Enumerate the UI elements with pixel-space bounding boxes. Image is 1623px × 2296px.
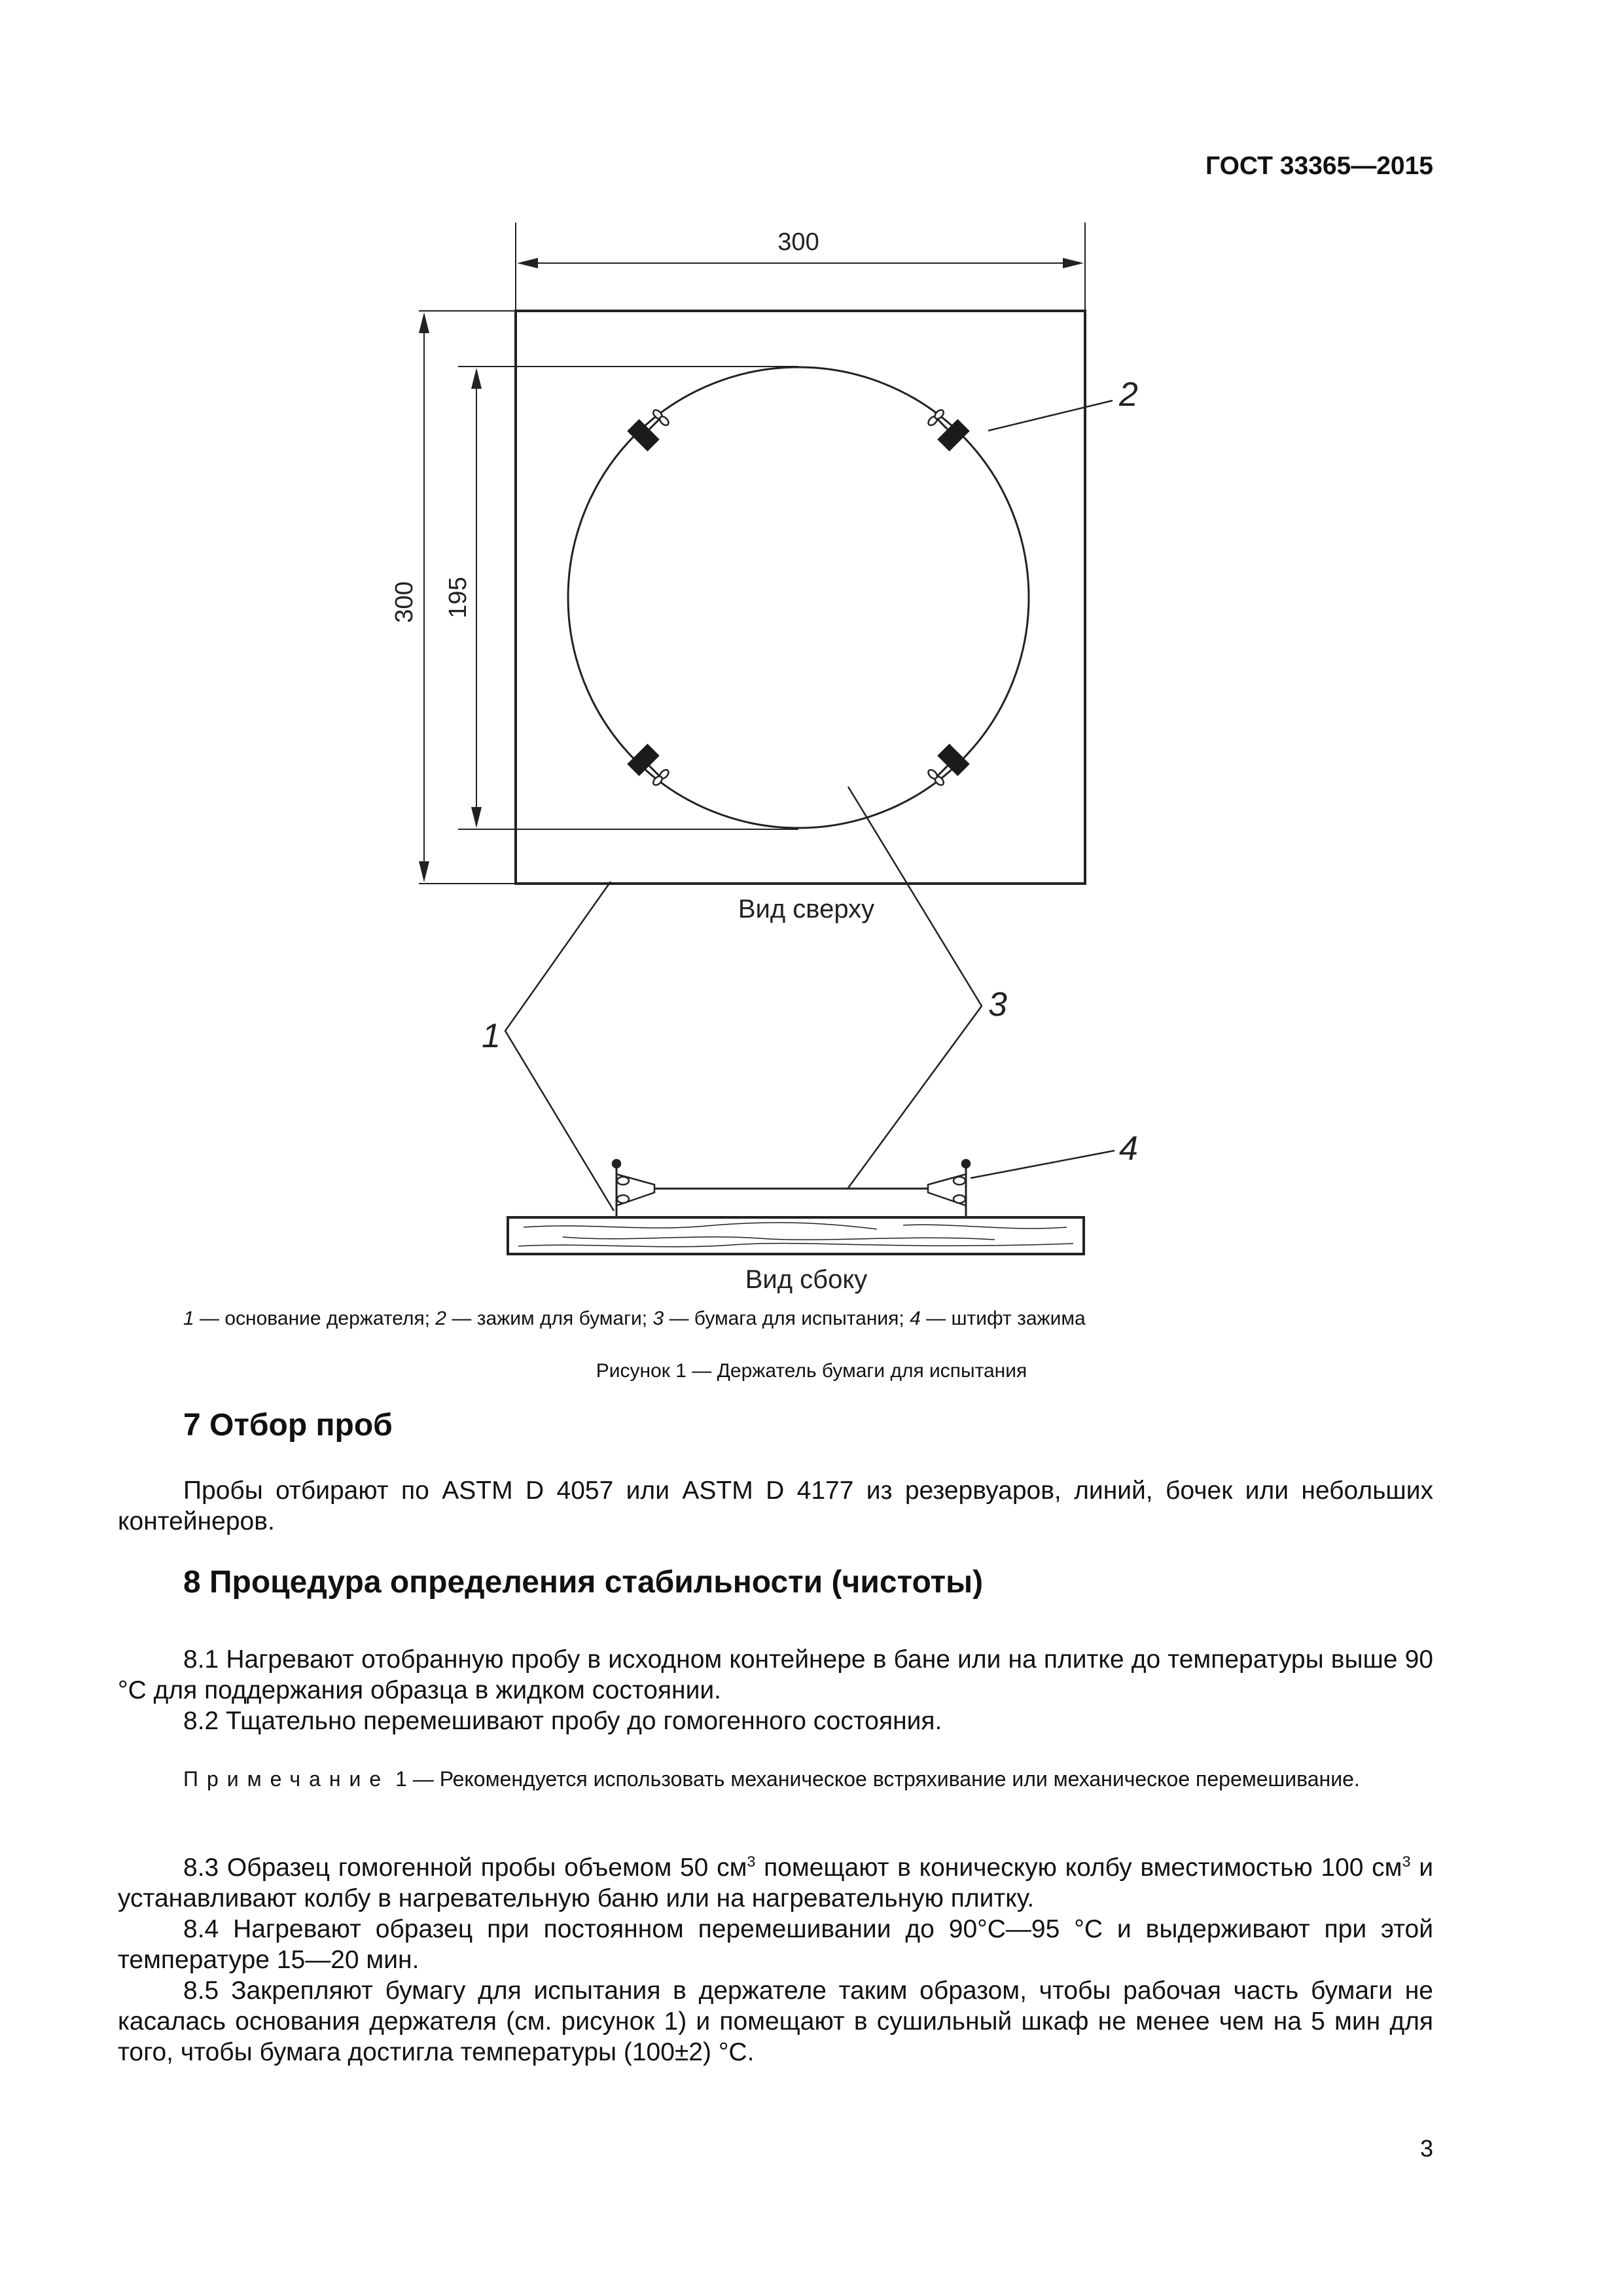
paragraph-8-4: 8.4 Нагревают образец при постоянном перемешивании до 90°С—95 °С и выдерживают при этой температуре 15—20 мин. (118, 1915, 1433, 1974)
paragraph-8-1: 8.1 Нагревают отобранную пробу в исходном контейнере в бане или на плитке до температуры выше 90 °С для поддержания образца в жидком состоянии. (118, 1645, 1433, 1704)
leader-3 (848, 787, 982, 1188)
paragraph-8-2: 8.2 Тщательно перемешивают пробу до гомогенного состояния. (183, 1707, 942, 1735)
figure-legend (183, 1308, 1086, 1330)
section-7-title: 7 Отбор проб (183, 1408, 393, 1443)
holder-base-top-view (516, 311, 1085, 884)
p8-3-superscript-1: 3 (747, 1853, 756, 1870)
page-number: 3 (1419, 2135, 1433, 2162)
leader-1 (505, 882, 614, 1211)
dim-circle-label: 195 (444, 577, 472, 619)
legend-num-4: 4 (910, 1308, 921, 1329)
pin-right (954, 1160, 970, 1203)
figure-paper-holder (366, 209, 1283, 1296)
note-text: 1 — Рекомендуется использовать механическое встряхивание или механическое перемешивание. (389, 1767, 1360, 1791)
legend-text-3: — бумага для испытания; (664, 1308, 910, 1329)
pin-left (613, 1160, 629, 1203)
callout-3: 3 (988, 986, 1007, 1024)
document-header: ГОСТ 33365—2015 (1205, 152, 1433, 180)
p8-3-part-c: и устанавливают колбу в нагревательную баню или на нагревательную плитку. (118, 1854, 1434, 1912)
p8-3-superscript-2: 3 (1402, 1853, 1411, 1870)
clamp-bottom-left (627, 744, 673, 790)
legend-num-2: 2 (435, 1308, 447, 1329)
legend-text-2: — зажим для бумаги; (446, 1308, 653, 1329)
callout-4: 4 (1119, 1130, 1138, 1168)
dim-width-label: 300 (777, 228, 819, 256)
paragraph-8-5: 8.5 Закрепляют бумагу для испытания в держателе таким образом, чтобы рабочая часть бумаги не касалась основания держателя (см. рисунок 1) и помещают в сушильный шкаф не менее чем на 5 мин для того, чтобы бумага достигла температуры (100±2) °С. (118, 1977, 1433, 2066)
note-1 (118, 1765, 1433, 1793)
figure-caption: Рисунок 1 — Держатель бумаги для испытания (596, 1360, 1027, 1382)
clamp-top-right (923, 405, 970, 452)
p8-3-part-a: 8.3 Образец гомогенной пробы объемом 50 см (183, 1854, 747, 1882)
clamp-top-left (627, 405, 673, 452)
view-side-label: Вид сбоку (745, 1265, 868, 1294)
paragraph-8-3 (118, 1852, 1433, 1914)
callout-1: 1 (482, 1017, 501, 1055)
section-7-paragraph: Пробы отбирают по ASTM D 4057 или ASTM D 4177 из резервуаров, линий, бочек или небольших контейнеров. (118, 1477, 1433, 1535)
legend-text-4: — штифт зажима (920, 1308, 1086, 1329)
legend-text-1: — основание держателя; (194, 1308, 436, 1329)
legend-num-1: 1 (183, 1308, 194, 1329)
callout-2: 2 (1119, 376, 1138, 414)
p8-3-part-b: помещают в коническую колбу вместимостью 100 см (755, 1854, 1402, 1882)
legend-num-3: 3 (652, 1308, 664, 1329)
view-top-label: Вид сверху (738, 895, 875, 924)
dim-height-label: 300 (391, 581, 418, 623)
leader-2 (988, 401, 1113, 431)
note-label: Примечание (183, 1767, 390, 1791)
leader-4 (971, 1151, 1115, 1178)
section-8-title: 8 Процедура определения стабильности (чистоты) (183, 1565, 984, 1600)
clamp-bottom-right (923, 744, 970, 790)
